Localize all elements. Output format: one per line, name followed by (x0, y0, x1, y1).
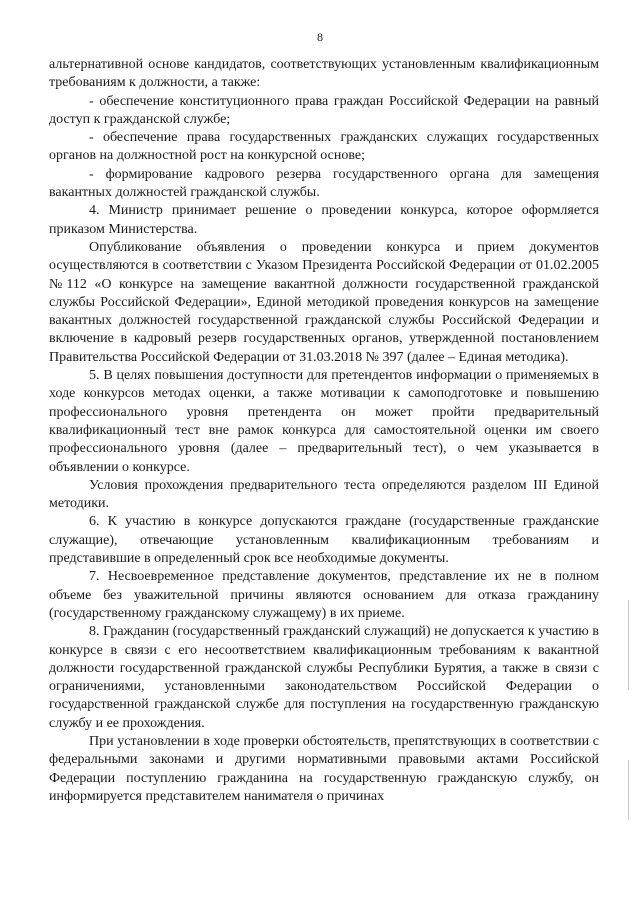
paragraph-item-4: 4. Министр принимает решение о проведении конкурса, которое оформляется приказом Министерства. (49, 203, 599, 237)
page-number: 8 (317, 30, 323, 44)
paragraph-publication: Опубликование объявления о проведении конкурса и прием документов осуществляются в соответствии с Указом Президента Российской Федерации от 01.02.2005 №112 «О конкурсе на замещение вакантной должности государственной гражданской службы Российской Федерации», Единой методикой проведения конкурсов на замещение вакантных должностей государственной гражданской службы Российской Федерации и включение в кадровый резерв государственных органов, утвержденной постановлением Правительства Российской Федерации от 31.03.2018 № 397 (далее – Единая методика). (49, 239, 599, 365)
paragraph-test-conditions: Условия прохождения предварительного теста определяются разделом III Единой методики. (49, 477, 599, 512)
list-item-constitutional-right: - обеспечение конституционного права граждан Российской Федерации на равный доступ к гражданской службе; (49, 93, 599, 127)
paragraph-item-6: 6. К участию в конкурсе допускаются граждане (государственные гражданские служащие), отвечающие установленным квалификационным требованиям и представившие в определенный срок все необходимые документы. (49, 514, 599, 567)
document-body (49, 56, 599, 806)
paragraph-continuation: альтернативной основе кандидатов, соответствующих установленным квалификационным требованиям к должности, а также: (49, 57, 599, 91)
paragraph-item-5: 5. В целях повышения доступности для претендентов информации о применяемых в ходе конкурсов методах оценки, а также мотивации к самоподготовке и повышению профессионального уровня претендента он может пройти предварительный квалификационный тест вне рамок конкурса для самостоятельной оценки им своего профессионального уровня (далее – предварительный тест), о чем указывается в объявлении о конкурсе. (49, 368, 599, 475)
paragraph-item-8: 8. Гражданин (государственный гражданский служащий) не допускается к участию в конкурсе в связи с его несоответствием квалификационным требованиям к вакантной должности государственной гражданской службы Республики Бурятия, а также в связи с ограничениями, установленными законодательством Российской Федерации о государственной гражданской службе для поступления на государственную гражданскую службу и ее прохождения. (49, 624, 599, 731)
paragraph-verification: При установлении в ходе проверки обстоятельств, препятствующих в соответствии с федеральными законами и другими нормативными правовыми актами Российской Федерации поступлению гражданина на государственную гражданскую службу, он информируется представителем нанимателя о причинах (49, 733, 599, 804)
list-item-career-growth: - обеспечение права государственных гражданских служащих государственных органов на должностной рост на конкурсной основе; (49, 130, 599, 164)
paragraph-item-7: 7. Несвоевременное представление документов, представление их не в полном объеме без уважительной причины являются основанием для отказа гражданину (государственному гражданскому служащему) в их приеме. (49, 569, 599, 621)
scan-margin-mark (628, 760, 629, 820)
list-item-personnel-reserve: - формирование кадрового резерва государственного органа для замещения вакантных должностей гражданской службы. (49, 166, 599, 201)
scan-margin-mark (628, 600, 629, 690)
